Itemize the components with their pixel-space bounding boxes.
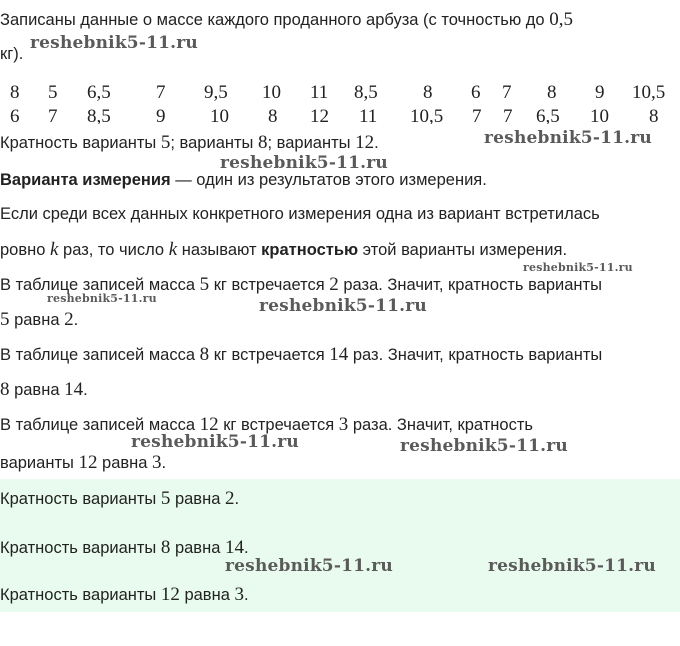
task-line: [0, 132, 379, 154]
watermark: reshebnik5-11.ru: [47, 292, 157, 305]
explanation-text: равна: [9, 381, 65, 399]
task-value: 8: [257, 132, 268, 153]
explanation-2-line-1: [0, 344, 602, 366]
watermark: reshebnik5-11.ru: [484, 128, 652, 148]
definition-text: этой варианты измерения.: [358, 241, 568, 259]
watermark: reshebnik5-11.ru: [488, 556, 656, 576]
mass-value: 12: [160, 584, 180, 605]
cell: 11: [310, 82, 329, 103]
count-value: 2: [329, 274, 339, 295]
cell: 7: [48, 106, 58, 124]
answer-2: [0, 537, 249, 559]
cell: 8: [268, 106, 278, 124]
explanation-1-line-2: [0, 309, 78, 331]
explanation-text: кг встречается: [209, 276, 330, 294]
count-value: 2: [224, 488, 235, 509]
explanation-text: равна: [97, 454, 153, 472]
cell: 8,5: [87, 106, 111, 124]
cell: 7: [156, 82, 166, 103]
explanation-text: равна: [9, 311, 65, 329]
cell: 10,5: [632, 82, 666, 103]
count-value: 14: [64, 379, 84, 400]
answer-text: .: [234, 490, 240, 508]
count-value: 3: [234, 584, 244, 605]
answer-1: [0, 488, 239, 510]
explanation-text: кг встречается: [218, 416, 339, 434]
answer-text: .: [243, 539, 249, 557]
cell: 9: [156, 106, 166, 124]
cell: 8: [423, 82, 433, 103]
task-text: ; варианты: [267, 134, 356, 152]
cell: 8: [649, 106, 659, 124]
count-value: 14: [224, 537, 244, 558]
answer-text: равна: [179, 586, 235, 604]
cell: 8: [547, 82, 557, 103]
explanation-2-line-2: [0, 379, 88, 401]
cell: 5: [48, 82, 58, 103]
cell: 9: [595, 82, 605, 103]
explanation-text: варианты: [0, 454, 79, 472]
mass-value: 8: [160, 537, 171, 558]
watermark: reshebnik5-11.ru: [523, 261, 633, 274]
definition-text: раз, то число: [58, 241, 169, 259]
term-variant: Варианта измерения: [0, 171, 171, 189]
watermark: reshebnik5-11.ru: [259, 296, 427, 316]
mass-value: 5: [199, 274, 210, 295]
explanation-text: раза. Значит, кратность варианты: [338, 276, 602, 294]
task-text: Кратность варианты: [0, 134, 161, 152]
answer-text: .: [243, 586, 249, 604]
cell: 12: [310, 106, 329, 124]
watermark: reshebnik5-11.ru: [400, 436, 568, 456]
cell: 6,5: [87, 82, 111, 103]
explanation-text: В таблице записей масса: [0, 346, 200, 364]
mass-value: 12: [199, 414, 219, 435]
count-value: 3: [338, 414, 349, 435]
definition-text: — один из результатов этого измерения.: [170, 171, 487, 189]
task-text: .: [374, 134, 379, 152]
intro-text: Записаны данные о массе каждого проданного арбуза (с точностью до: [0, 11, 550, 29]
term-multiplicity: кратностью: [261, 241, 359, 259]
intro-unit: кг).: [0, 45, 24, 63]
cell: 9,5: [204, 82, 228, 103]
intro-line-2: [0, 45, 23, 64]
variable-k: k: [168, 239, 178, 260]
cell: 8,5: [354, 82, 378, 103]
answer-text: Кратность варианты: [0, 490, 161, 508]
explanation-text: .: [83, 381, 88, 399]
count-value: 2: [64, 309, 74, 330]
explanation-text: .: [73, 311, 79, 329]
explanation-text: В таблице записей масса: [0, 416, 200, 434]
explanation-text: .: [161, 454, 167, 472]
mass-value: 8: [0, 379, 10, 400]
watermark: reshebnik5-11.ru: [225, 556, 393, 576]
answer-text: равна: [170, 490, 225, 508]
definition-multiplicity-line-1: [0, 205, 600, 224]
explanation-text: раз. Значит, кратность варианты: [348, 346, 603, 364]
cell: 6: [10, 106, 20, 124]
count-value: 14: [329, 344, 349, 365]
explanation-text: раза. Значит, кратность: [348, 416, 533, 434]
mass-value: 5: [160, 488, 171, 509]
explanation-text: кг встречается: [209, 346, 330, 364]
explanation-text: В таблице записей масса: [0, 276, 200, 294]
mass-value: 5: [0, 309, 10, 330]
cell: 7: [472, 106, 482, 124]
watermark: reshebnik5-11.ru: [220, 153, 388, 173]
precision-value: 0,5: [549, 9, 573, 30]
task-value: 5: [160, 132, 171, 153]
cell: 10: [262, 82, 281, 103]
cell: 8: [10, 82, 20, 103]
definition-text: называют: [177, 241, 262, 259]
definition-text: ровно: [0, 241, 50, 259]
definition-multiplicity-line-2: [0, 239, 567, 261]
definition-text: Если среди всех данных конкретного измерения одна из вариант встретилась: [0, 205, 600, 223]
cell: 11: [359, 106, 378, 124]
watermark: reshebnik5-11.ru: [131, 432, 299, 452]
cell: 6: [471, 82, 481, 103]
answer-text: равна: [170, 539, 225, 557]
task-text: ; варианты: [170, 134, 258, 152]
cell: 10: [210, 106, 229, 124]
watermark: reshebnik5-11.ru: [30, 33, 198, 53]
cell: 7: [503, 106, 513, 124]
mass-value: 8: [199, 344, 210, 365]
task-value: 12: [355, 132, 375, 153]
definition-variant: [0, 171, 487, 190]
answer-text: Кратность варианты: [0, 539, 161, 557]
explanation-3-line-2: [0, 452, 166, 474]
answer-3: [0, 584, 249, 606]
mass-value: 12: [78, 452, 98, 473]
data-row-2: [0, 106, 680, 124]
cell: 10,5: [410, 106, 444, 124]
count-value: 3: [152, 452, 162, 473]
cell: 10: [590, 106, 609, 124]
cell: 7: [502, 82, 512, 103]
variable-k: k: [50, 239, 59, 260]
answer-text: Кратность варианты: [0, 586, 161, 604]
cell: 6,5: [536, 106, 560, 124]
intro-line-1: [0, 9, 573, 31]
